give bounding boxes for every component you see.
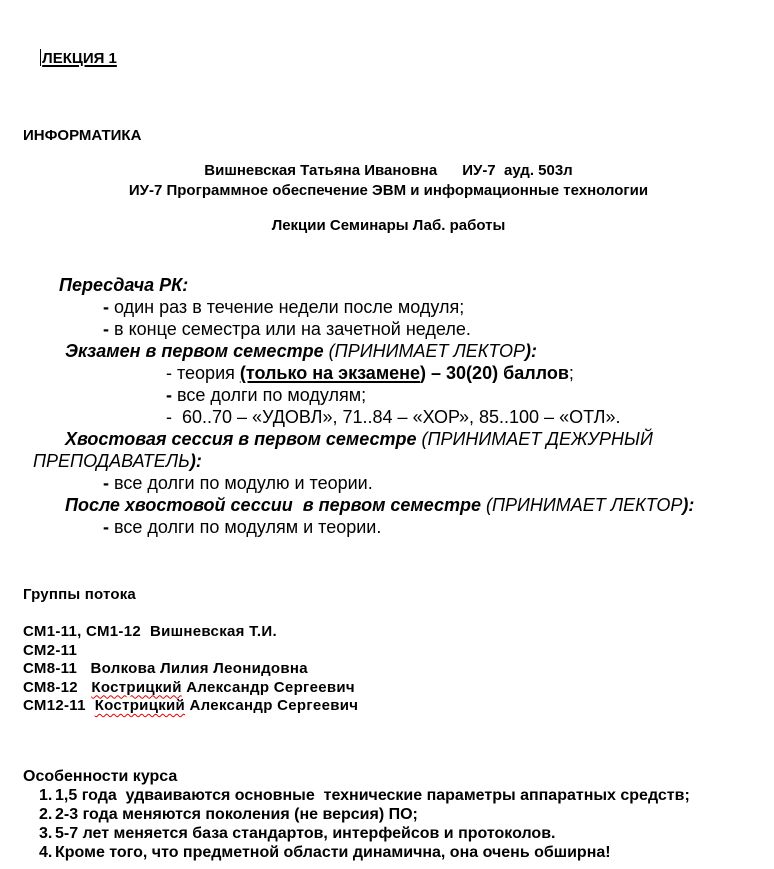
feature-number: 4. <box>39 843 53 861</box>
group-line[interactable]: СМ2-11 <box>23 641 78 659</box>
header-center-block <box>23 161 754 236</box>
rule-line-aftertail-heading[interactable]: После хвостовой сессии в первом семестре (ПРИНИМАЕТ ЛЕКТОР): <box>65 495 695 515</box>
rule-line[interactable]: - в конце семестра или на зачетной неделе. <box>103 319 471 339</box>
text-cursor <box>40 49 42 66</box>
feature-text: 2-3 года меняются поколения (не версия) ПО; <box>55 805 418 823</box>
feature-text: 1,5 года удваиваются основные технические параметры аппаратных средств; <box>55 786 690 804</box>
feature-text: Кроме того, что предметной области динамична, она очень обширна! <box>55 843 611 861</box>
rule-line-exam-heading[interactable]: Экзамен в первом семестре (ПРИНИМАЕТ ЛЕКТОР): <box>65 341 538 361</box>
rule-line[interactable]: - все долги по модулям и теории. <box>103 517 382 537</box>
rule-line-tail-heading-2[interactable]: ПРЕПОДАВАТЕЛЬ): <box>33 451 202 471</box>
rule-line-retake-heading[interactable]: Пересдача РК: <box>59 275 189 295</box>
group-line[interactable]: СМ8-12 Кострицкий Александр Сергеевич <box>23 678 355 696</box>
feature-item[interactable] <box>23 786 754 805</box>
instructor-line[interactable]: Вишневская Татьяна Ивановна ИУ-7 ауд. 503л <box>204 162 573 179</box>
rules-section <box>23 274 754 538</box>
rule-line[interactable]: - все долги по модулям; <box>166 385 367 405</box>
subject-title[interactable]: ИНФОРМАТИКА <box>23 127 142 144</box>
groups-section-title[interactable]: Группы потока <box>23 586 136 603</box>
features-section <box>23 767 754 862</box>
feature-item[interactable] <box>23 843 754 862</box>
group-line[interactable]: СМ8-11 Волкова Лилия Леонидовна <box>23 660 308 677</box>
groups-list <box>23 623 754 716</box>
rule-line[interactable]: - теория (только на экзамене) – 30(20) баллов; <box>166 363 574 383</box>
features-title[interactable]: Особенности курса <box>23 767 178 785</box>
activities-line[interactable]: Лекции Семинары Лаб. работы <box>271 217 506 234</box>
rule-line[interactable]: - 60..70 – «УДОВЛ», 71..84 – «ХОР», 85..100 – «ОТЛ». <box>166 407 621 427</box>
group-line[interactable]: СМ12-11 Кострицкий Александр Сергеевич <box>23 697 359 714</box>
course-line[interactable]: ИУ-7 Программное обеспечение ЭВМ и информационные технологии <box>128 182 649 199</box>
group-line[interactable]: СМ1-11, СМ1-12 Вишневская Т.И. <box>23 623 277 640</box>
feature-text: 5-7 лет меняется база стандартов, интерфейсов и протоколов. <box>55 824 556 842</box>
rule-line[interactable]: - все долги по модулю и теории. <box>103 473 373 493</box>
feature-number: 3. <box>39 824 53 842</box>
document-page[interactable] <box>0 29 774 869</box>
rule-line[interactable]: - один раз в течение недели после модуля; <box>103 297 465 317</box>
lecture-title: ЛЕКЦИЯ 1 <box>42 50 117 67</box>
rule-line-tail-heading[interactable]: Хвостовая сессия в первом семестре (ПРИНИМАЕТ ДЕЖУРНЫЙ <box>65 429 653 449</box>
lecture-title-line[interactable] <box>23 29 754 89</box>
feature-number: 1. <box>39 786 53 804</box>
feature-item[interactable] <box>23 805 754 824</box>
feature-number: 2. <box>39 805 53 823</box>
